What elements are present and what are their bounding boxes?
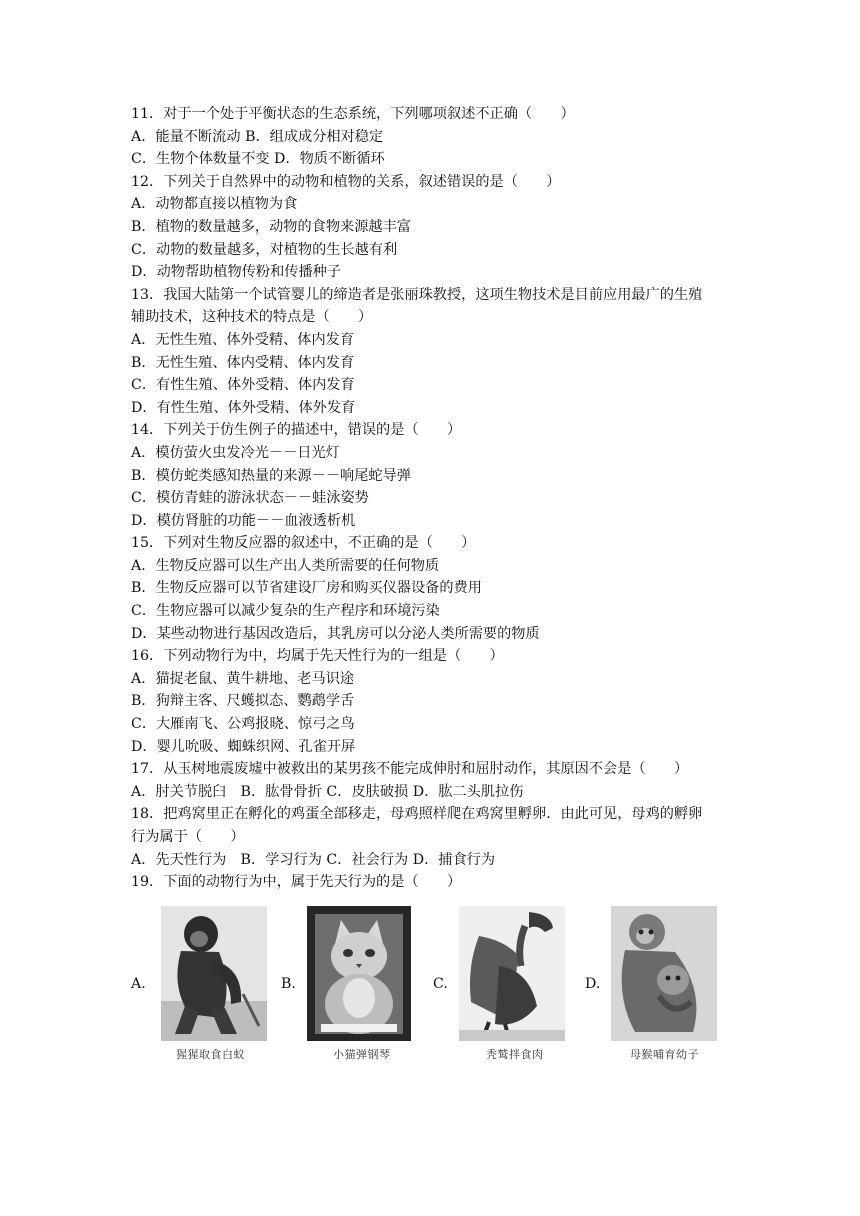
text-line: A．动物都直接以植物为食	[131, 196, 298, 213]
text-line: B．狗辩主客、尺蠖拟态、鹦鹉学舌	[131, 693, 355, 710]
caption-d: 母猴哺育幼子	[630, 1048, 699, 1061]
text-line: 16．下列动物行为中，均属于先天性行为的一组是（ ）	[131, 648, 504, 665]
text-line: A．生物反应器可以生产出人类所需要的任何物质	[131, 557, 440, 574]
text-line: C．生物应器可以减少复杂的生产程序和环境污染	[131, 603, 440, 620]
text-line: A．模仿萤火虫发冷光－－日光灯	[131, 444, 340, 461]
option-letter-b: B.	[281, 976, 296, 992]
text-line: 12．下列关于自然界中的动物和植物的关系，叙述错误的是（ ）	[131, 173, 561, 190]
caption-b: 小猫弹钢琴	[333, 1048, 391, 1061]
text-line: A．肘关节脱臼 B．肱骨骨折 C．皮肤破损 D．肱二头肌拉伤	[131, 783, 524, 800]
text-line: C．大雁南飞、公鸡报晓、惊弓之鸟	[131, 716, 355, 733]
text-line: B．无性生殖、体内受精、体内发育	[131, 354, 355, 371]
text-line: B．模仿蛇类感知热量的来源－－响尾蛇导弹	[131, 467, 411, 484]
caption-c: 秃鹫拌食肉	[486, 1048, 544, 1061]
cat-photo-icon	[307, 906, 411, 1041]
text-line: B．生物反应器可以节省建设厂房和购买仪器设备的费用	[131, 580, 482, 597]
text-line: D．婴儿吮吸、蜘蛛织网、孔雀开屏	[131, 738, 356, 755]
chimpanzee-photo-icon	[161, 906, 267, 1041]
option-letter-d: D.	[585, 976, 601, 992]
text-line: C．生物个体数量不变 D．物质不断循环	[131, 151, 385, 168]
text-line: D．动物帮助植物传粉和传播种子	[131, 264, 342, 281]
text-line: A．无性生殖、体外受精、体内发育	[131, 331, 355, 348]
vulture-photo-icon	[459, 906, 565, 1041]
text-line: D．模仿肾脏的功能－－血液透析机	[131, 512, 356, 529]
text-line: D．有性生殖、体外受精、体外发育	[131, 399, 356, 416]
text-line: 辅助技术，这种技术的特点是（ ）	[131, 309, 373, 326]
text-line: C．有性生殖、体外受精、体内发育	[131, 377, 355, 394]
text-line: A．猫捉老鼠、黄牛耕地、老马识途	[131, 670, 355, 687]
text-line: 13．我国大陆第一个试管婴儿的缔造者是张丽珠教授，这项生物技术是目前应用最广的生殖	[131, 286, 703, 303]
option-figures	[0, 900, 860, 1075]
option-letter-c: C.	[433, 976, 448, 992]
text-line: 19．下面的动物行为中，属于先天行为的是（ ）	[131, 874, 462, 891]
text-line: C．动物的数量越多，对植物的生长越有利	[131, 241, 398, 258]
monkey-mother-photo-icon	[611, 906, 717, 1041]
text-line: B．植物的数量越多，动物的食物来源越丰富	[131, 218, 411, 235]
text-line: 17．从玉树地震废墟中被救出的某男孩不能完成伸肘和屈肘动作，其原因不会是（ ）	[131, 761, 689, 778]
text-line: 15．下列对生物反应器的叙述中，不正确的是（ ）	[131, 535, 476, 552]
question-text	[131, 103, 771, 894]
text-line: A．能量不断流动 B．组成成分相对稳定	[131, 128, 384, 145]
text-line: 18．把鸡窝里正在孵化的鸡蛋全部移走，母鸡照样爬在鸡窝里孵卵．由此可见，母鸡的孵卵	[131, 806, 703, 823]
caption-a: 猩猩取食白蚁	[176, 1048, 245, 1061]
text-line: 14．下列关于仿生例子的描述中，错误的是（ ）	[131, 422, 462, 439]
text-line: C．模仿青蛙的游泳状态－－蛙泳姿势	[131, 490, 369, 507]
text-line: 11．对于一个处于平衡状态的生态系统，下列哪项叙述不正确（ ）	[131, 106, 575, 122]
text-line: A．先天性行为 B．学习行为 C．社会行为 D．捕食行为	[131, 851, 496, 868]
option-letter-a: A.	[131, 976, 146, 992]
text-line: 行为属于（ ）	[131, 829, 245, 845]
text-line: D．某些动物进行基因改造后，其乳房可以分泌人类所需要的物质	[131, 625, 540, 642]
